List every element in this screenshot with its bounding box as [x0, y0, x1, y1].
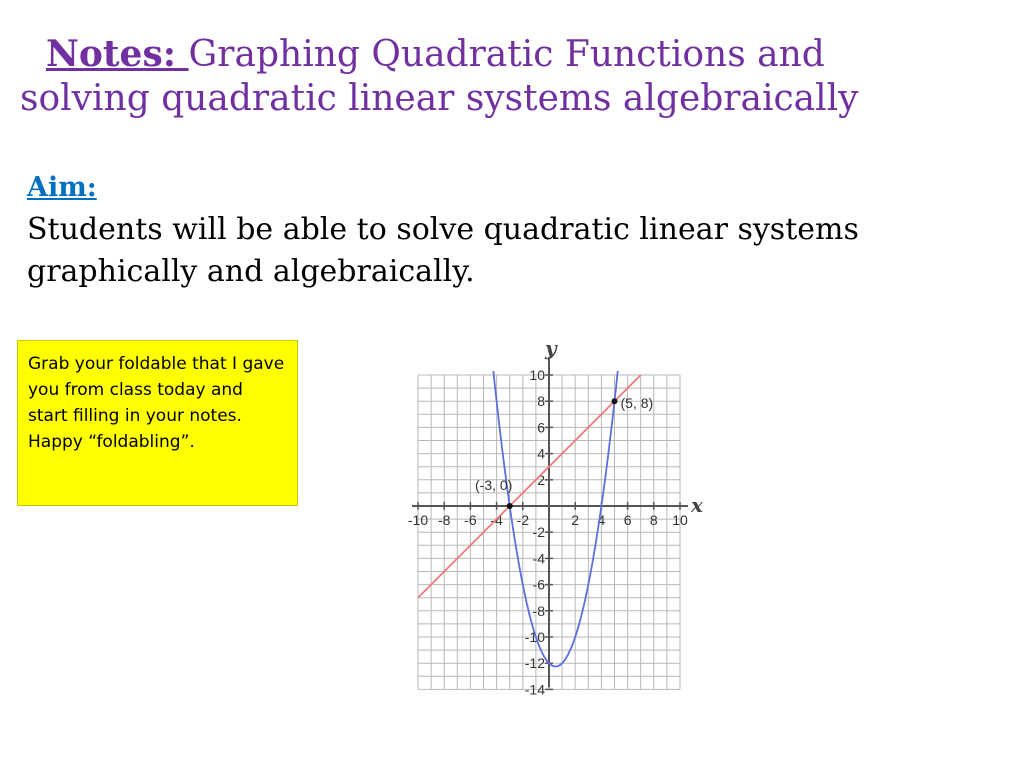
y-tick-label: -12 — [524, 655, 545, 672]
title-line-1 — [20, 32, 1010, 77]
x-tick-label: 6 — [623, 512, 632, 528]
y-tick-label: 10 — [529, 367, 545, 383]
x-tick-label: -6 — [464, 512, 477, 528]
x-axis-label: x — [691, 493, 703, 517]
y-axis-label: y — [545, 336, 557, 360]
x-tick-label: 10 — [672, 512, 688, 528]
title-line-2: solving quadratic linear systems algebraically — [20, 78, 859, 119]
y-tick-label: -2 — [532, 524, 545, 541]
graph-background — [404, 335, 774, 705]
y-tick-label: 2 — [537, 471, 545, 488]
y-tick-label: -8 — [532, 602, 545, 619]
x-tick-label: -10 — [407, 512, 429, 528]
y-tick-label: -6 — [532, 576, 545, 593]
x-tick-label: 4 — [597, 512, 606, 528]
system-graph — [404, 335, 774, 705]
intersection-point — [612, 398, 618, 404]
aim-label: Aim: — [27, 172, 97, 203]
title-lead: Notes: — [46, 33, 189, 75]
y-tick-label: -10 — [524, 629, 545, 645]
intersection-point-label: (-3, 0) — [475, 477, 513, 493]
aim-text: Students will be able to solve quadratic linear systems graphically and algebraically. — [27, 212, 859, 289]
y-tick-label: 4 — [537, 445, 545, 462]
slide-title — [20, 32, 1010, 121]
x-tick-label: -2 — [516, 512, 530, 528]
y-tick-label: -14 — [524, 681, 545, 698]
x-tick-label: -8 — [437, 512, 451, 528]
y-tick-label: 8 — [537, 393, 545, 410]
foldable-note: Grab your foldable that I gave you from class today and start filling in your notes. Happy “foldabling”. — [17, 340, 298, 506]
x-tick-label: 8 — [649, 512, 658, 528]
x-tick-label: 2 — [571, 512, 580, 528]
intersection-point-label: (5, 8) — [620, 395, 654, 412]
x-tick-label: -4 — [490, 512, 503, 528]
y-tick-label: -4 — [532, 550, 545, 567]
y-tick-label: 6 — [537, 419, 545, 436]
title-rest: Graphing Quadratic Functions and — [188, 34, 825, 75]
intersection-point — [507, 503, 513, 509]
